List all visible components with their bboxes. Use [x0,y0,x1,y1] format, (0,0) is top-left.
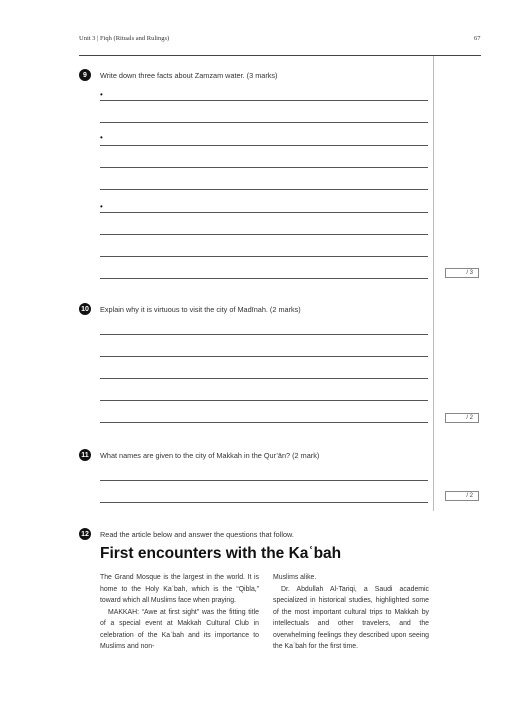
answer-line[interactable] [100,100,428,101]
article-column-right [273,572,429,653]
question-text: Read the article below and answer the questions that follow. [100,530,294,539]
margin-divider [433,56,434,511]
score-box[interactable]: / 3 [445,268,479,278]
score-box[interactable]: / 2 [445,491,479,501]
bullet-point: • [100,133,103,142]
answer-line[interactable] [100,480,428,481]
header-rule [79,55,481,56]
answer-line[interactable] [100,212,428,213]
question-number-badge: 10 [79,303,91,315]
answer-line[interactable] [100,234,428,235]
answer-line[interactable] [100,145,428,146]
answer-line[interactable] [100,189,428,190]
article-paragraph: Muslims alike. [273,574,317,581]
answer-line[interactable] [100,378,428,379]
unit-label: Unit 3 [79,35,96,42]
answer-line[interactable] [100,334,428,335]
question-text: What names are given to the city of Makkah in the Qur’ān? (2 mark) [100,451,320,460]
answer-line[interactable] [100,256,428,257]
answer-line[interactable] [100,167,428,168]
answer-line[interactable] [100,400,428,401]
question-text: Explain why it is virtuous to visit the city of Madīnah. (2 marks) [100,305,301,314]
answer-line[interactable] [100,502,428,503]
bullet-point: • [100,202,103,211]
answer-line[interactable] [100,122,428,123]
question-text: Write down three facts about Zamzam water. (3 marks) [100,71,278,80]
article-paragraph: MAKKAH: “Awe at first sight” was the fitting title of a special event at Makkah Cultural Club in celebration of the Kaʿbah and its importance to Muslims and non- [100,608,259,650]
header-separator: | [97,35,99,42]
score-box[interactable]: / 2 [445,413,479,423]
chapter-title: Fiqh (Rituals and Rulings) [100,35,170,42]
page-number: 67 [474,35,481,42]
article-paragraph: The Grand Mosque is the largest in the world. It is home to the Holy Kaʿbah, which is the “Qibla,” toward which all Muslims face when praying. [100,574,259,604]
article-column-left [100,572,259,653]
question-number-badge: 11 [79,449,91,461]
article-paragraph: Dr. Abdullah Al-Tariqi, a Saudi academic specialized in historical studies, highlighted some of the most important cultural trips to Makkah by intellectuals and other travelers, and the overwhelming feelings they described upon seeing the Kaʿbah for the first time. [273,585,429,650]
question-number-badge: 9 [79,69,91,81]
article-title: First encounters with the Kaʿbah [100,545,342,562]
answer-line[interactable] [100,356,428,357]
bullet-point: • [100,90,103,99]
running-header [79,35,169,42]
answer-line[interactable] [100,422,428,423]
question-number-badge: 12 [79,528,91,540]
answer-line[interactable] [100,278,428,279]
